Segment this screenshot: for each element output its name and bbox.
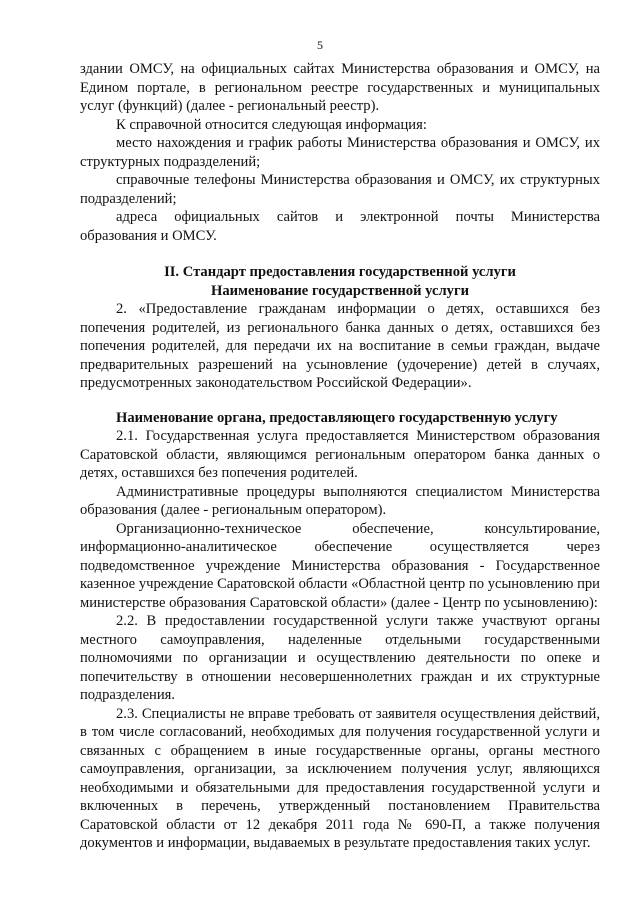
paragraph-9: Организационно-техническое обеспечение, консультирование, информационно-аналитическое обеспечение осуществляется через подведомственное учреждение Министерства образования - Государственное казенное учреждение Саратовской области «Областной центр по усыновлению при министерстве образования Саратовской области» (далее - Центр по усыновлению):	[80, 520, 600, 611]
page-number: 5	[317, 38, 323, 52]
paragraph-7: 2.1. Государственная услуга предоставляется Министерством образования Саратовской области, являющимся региональным оператором банка данных о детях, оставшихся без попечения родителей.	[80, 428, 600, 481]
paragraph-8: Административные процедуры выполняются специалистом Министерства образования (далее - региональным оператором).	[80, 483, 600, 518]
paragraph-2: К справочной относится следующая информация:	[116, 116, 427, 133]
paragraph-3: место нахождения и график работы Министерства образования и ОМСУ, их структурных подразделений;	[80, 135, 600, 170]
document-body	[80, 60, 600, 853]
subsection-heading-authority: Наименование органа, предоставляющего государственную услугу	[116, 409, 558, 426]
section-heading: II. Стандарт предоставления государственной услуги	[164, 264, 516, 280]
paragraph-4: справочные телефоны Министерства образования и ОМСУ, их структурных подразделений;	[80, 172, 600, 207]
paragraph-5: адреса официальных сайтов и электронной почты Министерства образования и ОМСУ.	[80, 209, 600, 244]
subsection-heading-service-name: Наименование государственной услуги	[211, 282, 469, 299]
paragraph-1: здании ОМСУ, на официальных сайтах Министерства образования и ОМСУ, на Едином портале, в региональном реестре государственных и муниципальных услуг (функций) (далее - региональный реестр).	[80, 61, 600, 114]
paragraph-6: 2. «Предоставление гражданам информации о детях, оставшихся без попечения родителей, из регионального банка данных о детях, оставшихся без попечения родителей, для передачи их на воспитание в семьи граждан, выдаче предварительных разрешений на усыновление (удочерение) детей в случаях, предусмотренных законодательством Российской Федерации».	[80, 301, 600, 391]
paragraph-10: 2.2. В предоставлении государственной услуги также участвуют органы местного самоуправления, наделенные отдельными государственными полномочиями по организации и осуществлению деятельности по опеке и попечительству в отношении несовершеннолетних граждан и их структурные подразделения.	[80, 613, 600, 703]
paragraph-11: 2.3. Специалисты не вправе требовать от заявителя осуществления действий, в том числе согласований, необходимых для получения государственной услуги и связанных с обращением в иные государственные органы, органы местного самоуправления, организации, за исключением получения услуг, являющихся необходимыми и обязательными для предоставления государственной услуги и включенных в перечень, утвержденный постановлением Правительства Саратовской области от 12 декабря 2011 года № 690-П, а также получения документов и информации, выдаваемых в результате предоставления таких услуг.	[80, 705, 600, 851]
